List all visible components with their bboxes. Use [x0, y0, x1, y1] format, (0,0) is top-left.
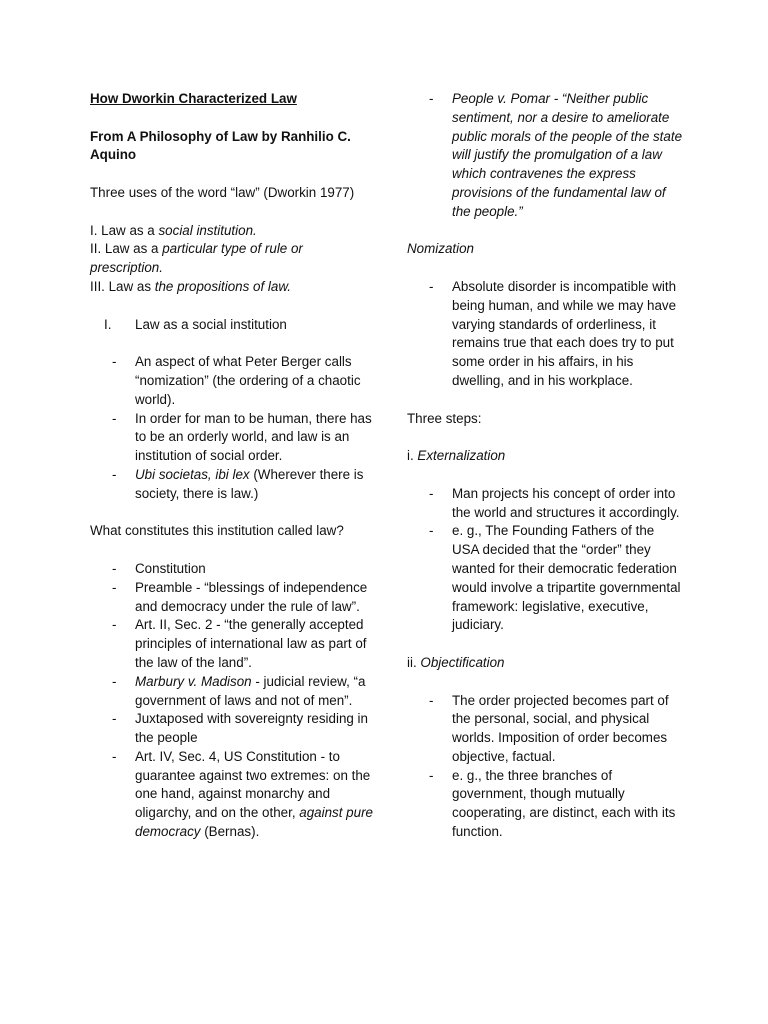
- list-item: - The order projected becomes part of the personal, social, and physical worlds. Imposition of order becomes objective, factual.: [407, 692, 682, 767]
- source-heading: From A Philosophy of Law by Ranhilio C. Aquino: [90, 128, 351, 163]
- list-item: - People v. Pomar - “Neither public sentiment, nor a desire to ameliorate public morals of the people of the state will justify the promulgation of a law which contravenes the express provisions of the fundamental law of the people.”: [407, 90, 682, 222]
- use-3: III. Law as the propositions of law.: [90, 278, 291, 294]
- use-1: I. Law as a social institution.: [90, 222, 257, 238]
- list-item: - Juxtaposed with sovereignty residing in the people: [90, 710, 375, 748]
- list-item: - e. g., the three branches of government, though mutually cooperating, are distinct, each with its function.: [407, 767, 682, 842]
- list-item: - Art. IV, Sec. 4, US Constitution - to guarantee against two extremes: on the one hand, against monarchy and oligarchy, and on the other, against pure democracy (Bernas).: [90, 748, 375, 842]
- document-title: How Dworkin Characterized Law: [90, 91, 297, 106]
- list-item: - Marbury v. Madison - judicial review, “a government of laws and not of men”.: [90, 673, 375, 711]
- list-item: - In order for man to be human, there has to be an orderly world, and law is an institution of social order.: [90, 410, 375, 466]
- list-item: - An aspect of what Peter Berger calls “nomization” (the ordering of a chaotic world).: [90, 353, 375, 409]
- nomization-heading: Nomization: [407, 241, 474, 257]
- uses-intro: Three uses of the word “law” (Dworkin 1977): [90, 184, 355, 200]
- institution-list: [90, 353, 375, 503]
- section-number: I.: [104, 316, 112, 332]
- constitutes-question: What constitutes this institution called law?: [90, 523, 344, 539]
- objectification-list: [407, 692, 682, 842]
- pomar-list: [407, 90, 682, 222]
- right-column: [407, 90, 682, 842]
- step-externalization: i. Externalization: [407, 448, 506, 464]
- section-title: Law as a social institution: [135, 316, 287, 332]
- list-item: - e. g., The Founding Fathers of the USA decided that the “order” they wanted for their democratic federation would involve a tripartite governmental framework: legislative, executive, judiciary.: [407, 522, 682, 635]
- three-steps-heading: Three steps:: [407, 410, 482, 426]
- list-item: - Ubi societas, ibi lex (Wherever there is society, there is law.): [90, 466, 375, 504]
- constitutes-list: [90, 560, 375, 842]
- left-column: [90, 90, 375, 842]
- externalization-list: [407, 485, 682, 635]
- list-item: - Preamble - “blessings of independence and democracy under the rule of law”.: [90, 579, 375, 617]
- list-item: - Man projects his concept of order into the world and structures it accordingly.: [407, 485, 682, 523]
- list-item: - Constitution: [90, 560, 375, 579]
- step-objectification: ii. Objectification: [407, 654, 505, 670]
- list-item: - Absolute disorder is incompatible with being human, and while we may have varying standards of orderliness, it remains true that each does try to put some order in his affairs, in his dwelling, and in his workplace.: [407, 278, 682, 391]
- use-2: II. Law as a particular type of rule or prescription.: [90, 241, 303, 276]
- section-heading: [90, 316, 375, 335]
- nomization-list: [407, 278, 682, 391]
- list-item: - Art. II, Sec. 2 - “the generally accepted principles of international law as part of the law of the land”.: [90, 616, 375, 672]
